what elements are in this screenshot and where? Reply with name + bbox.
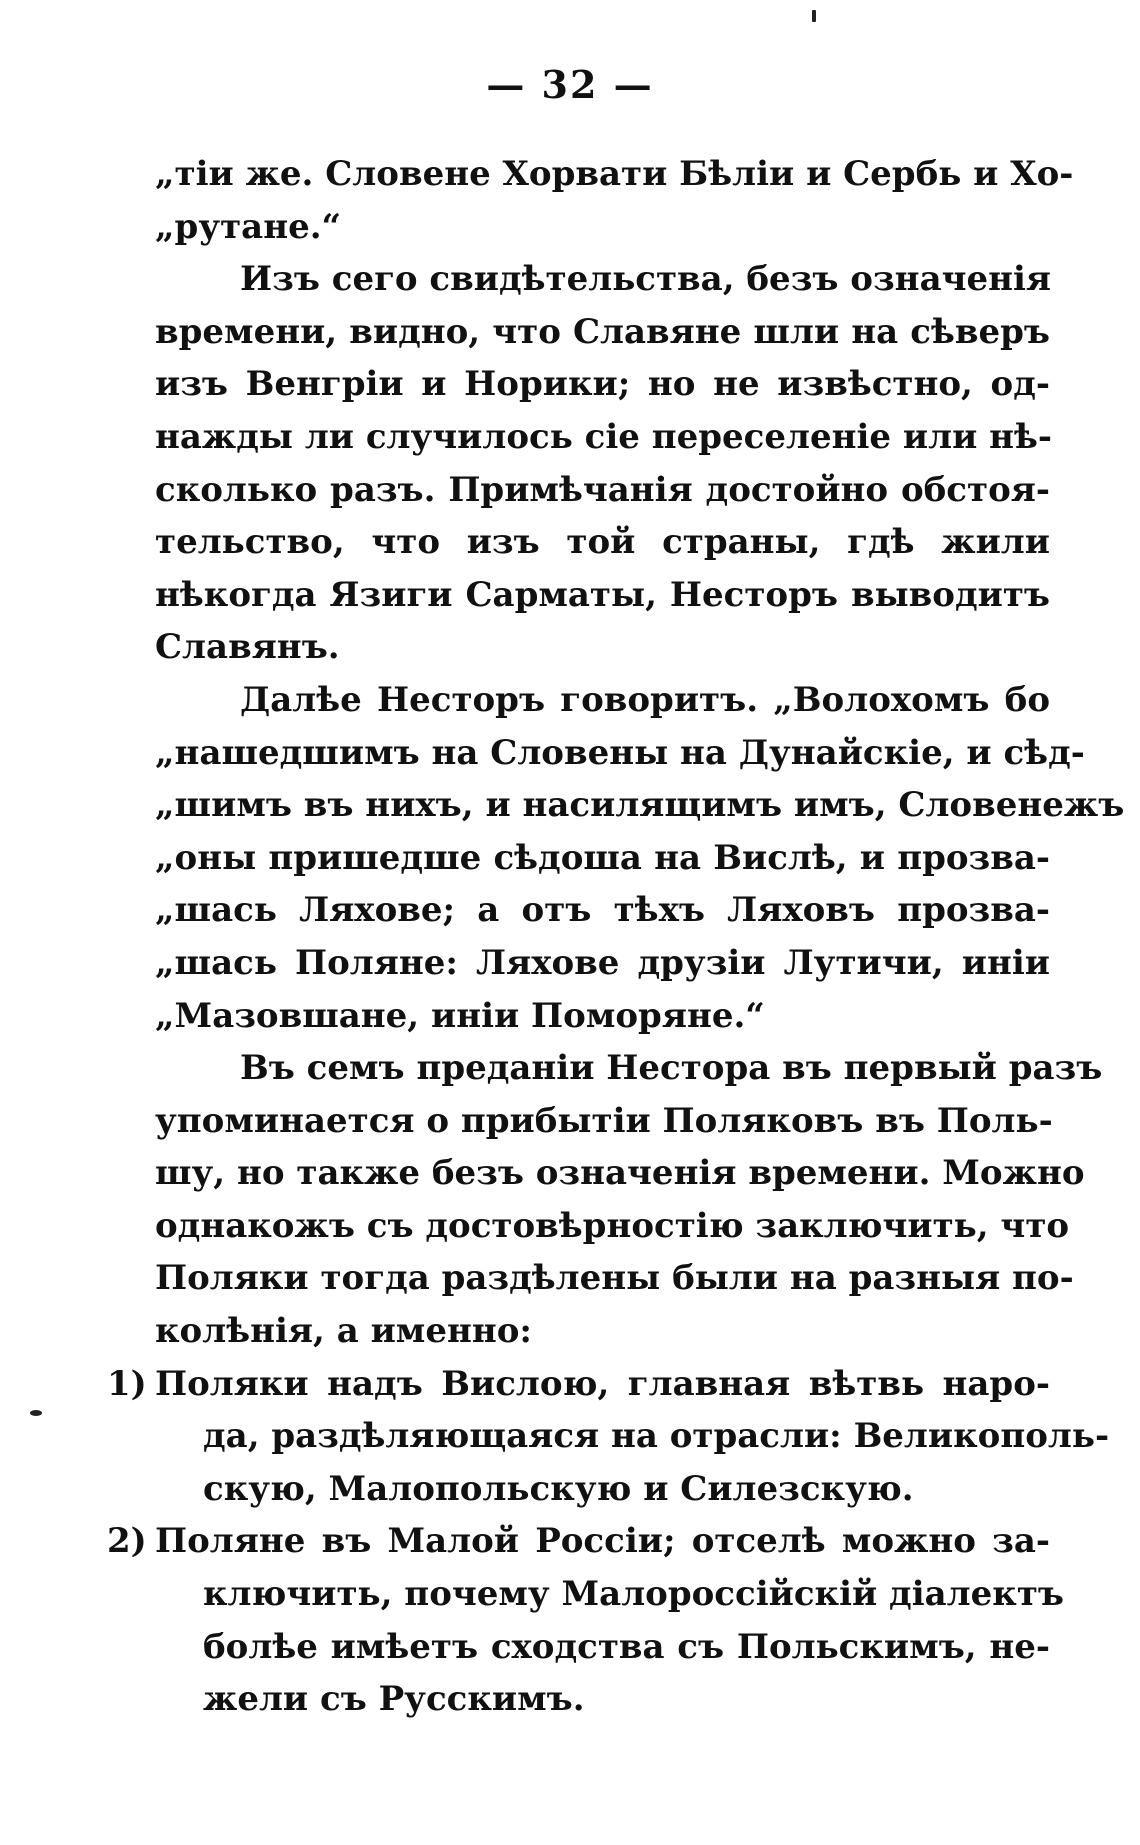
text-line (155, 464, 1050, 517)
text-line (155, 1410, 1110, 1463)
line-text: Изъ сего свидѣтельства, безъ означенія (240, 259, 1052, 300)
text-line (155, 1305, 1050, 1358)
line-text: тельство, что изъ той страны, гдѣ жили (155, 522, 1050, 563)
text-line (155, 1200, 1070, 1253)
text-line (155, 779, 1125, 832)
text-line (107, 1358, 1050, 1411)
body-text (107, 148, 1125, 1726)
text-line (155, 621, 1050, 674)
text-line (155, 832, 1050, 885)
text-line (155, 411, 1053, 464)
list-number: 2) (107, 1521, 147, 1562)
line-text: нажды ли случилось сіе переселеніе или нѣ- (155, 416, 1053, 457)
text-line (155, 1568, 1064, 1621)
text-line (155, 990, 1050, 1043)
line-text: колѣнія, а именно: (155, 1311, 532, 1352)
line-text: „оны пришедше сѣдоша на Вислѣ, и прозва- (155, 837, 1050, 878)
text-line (155, 884, 1050, 937)
ink-speck (812, 10, 816, 22)
text-line (107, 1515, 1050, 1568)
line-text: изъ Венгріи и Норики; но не извѣстно, од- (155, 364, 1050, 405)
line-text: упоминается о прибытіи Поляковъ въ Поль- (155, 1100, 1053, 1141)
text-line (155, 358, 1050, 411)
text-line (155, 1621, 1050, 1674)
line-text: да, раздѣляющаяся на отрасли: Великополь- (203, 1416, 1110, 1457)
text-line (155, 1095, 1053, 1148)
text-line (155, 1147, 1085, 1200)
line-text: шу, но также безъ означенія времени. Можно (155, 1153, 1085, 1194)
text-line (155, 148, 1074, 201)
line-text: Славянъ. (155, 627, 340, 668)
line-text: „рутане.“ (155, 206, 342, 247)
line-text: Поляки тогда раздѣлены были на разныя по- (155, 1258, 1074, 1299)
line-text: Поляки надъ Вислою, главная вѣтвь наро- (155, 1363, 1050, 1404)
text-line (155, 727, 1085, 780)
line-text: Далѣе Несторъ говоритъ. „Волохомъ бо (240, 679, 1050, 720)
text-line (155, 1673, 1050, 1726)
text-line (155, 253, 1050, 306)
line-text: „нашедшимъ на Словены на Дунайскіе, и сѣд- (155, 732, 1085, 773)
text-line (155, 201, 1050, 254)
line-text: „шась Ляхове; а отъ тѣхъ Ляховъ прозва- (155, 890, 1050, 931)
text-line (155, 674, 1050, 727)
ink-speck (30, 1410, 42, 1416)
line-text: „шась Поляне: Ляхове друзіи Лутичи, иніи (155, 942, 1050, 983)
text-line (155, 306, 1050, 359)
list-number: 1) (107, 1363, 147, 1404)
text-line (155, 516, 1050, 569)
line-text: ключить, почему Малороссійскій діалектъ (203, 1574, 1064, 1615)
text-line (155, 569, 1050, 622)
text-line (155, 1252, 1074, 1305)
line-text: болѣе имѣетъ сходства съ Польскимъ, не- (203, 1626, 1050, 1667)
text-line (155, 1463, 1050, 1516)
line-text: жели съ Русскимъ. (203, 1679, 585, 1720)
text-line (155, 937, 1050, 990)
line-text: „тіи же. Словене Хорвати Бѣліи и Сербь и Хо- (155, 154, 1074, 194)
line-text: однакожъ съ достовѣрностію заключить, что (155, 1205, 1070, 1246)
line-text: „шимъ въ нихъ, и насилящимъ имъ, Словенежъ (155, 785, 1125, 826)
line-text: Въ семъ преданіи Нестора въ первый разъ (240, 1048, 1103, 1089)
text-line (155, 1042, 1103, 1095)
line-text: времени, видно, что Славяне шли на сѣверъ (155, 311, 1050, 352)
line-text: нѣкогда Язиги Сарматы, Несторъ выводитъ (155, 574, 1050, 615)
line-text: скую, Малопольскую и Силезскую. (203, 1468, 914, 1509)
line-text: сколько разъ. Примѣчанія достойно обстоя- (155, 469, 1050, 510)
page-number: — 32 — (486, 62, 654, 107)
line-text: Поляне въ Малой Россіи; отселѣ можно за- (155, 1521, 1050, 1562)
line-text: „Мазовшане, иніи Поморяне.“ (155, 995, 765, 1036)
